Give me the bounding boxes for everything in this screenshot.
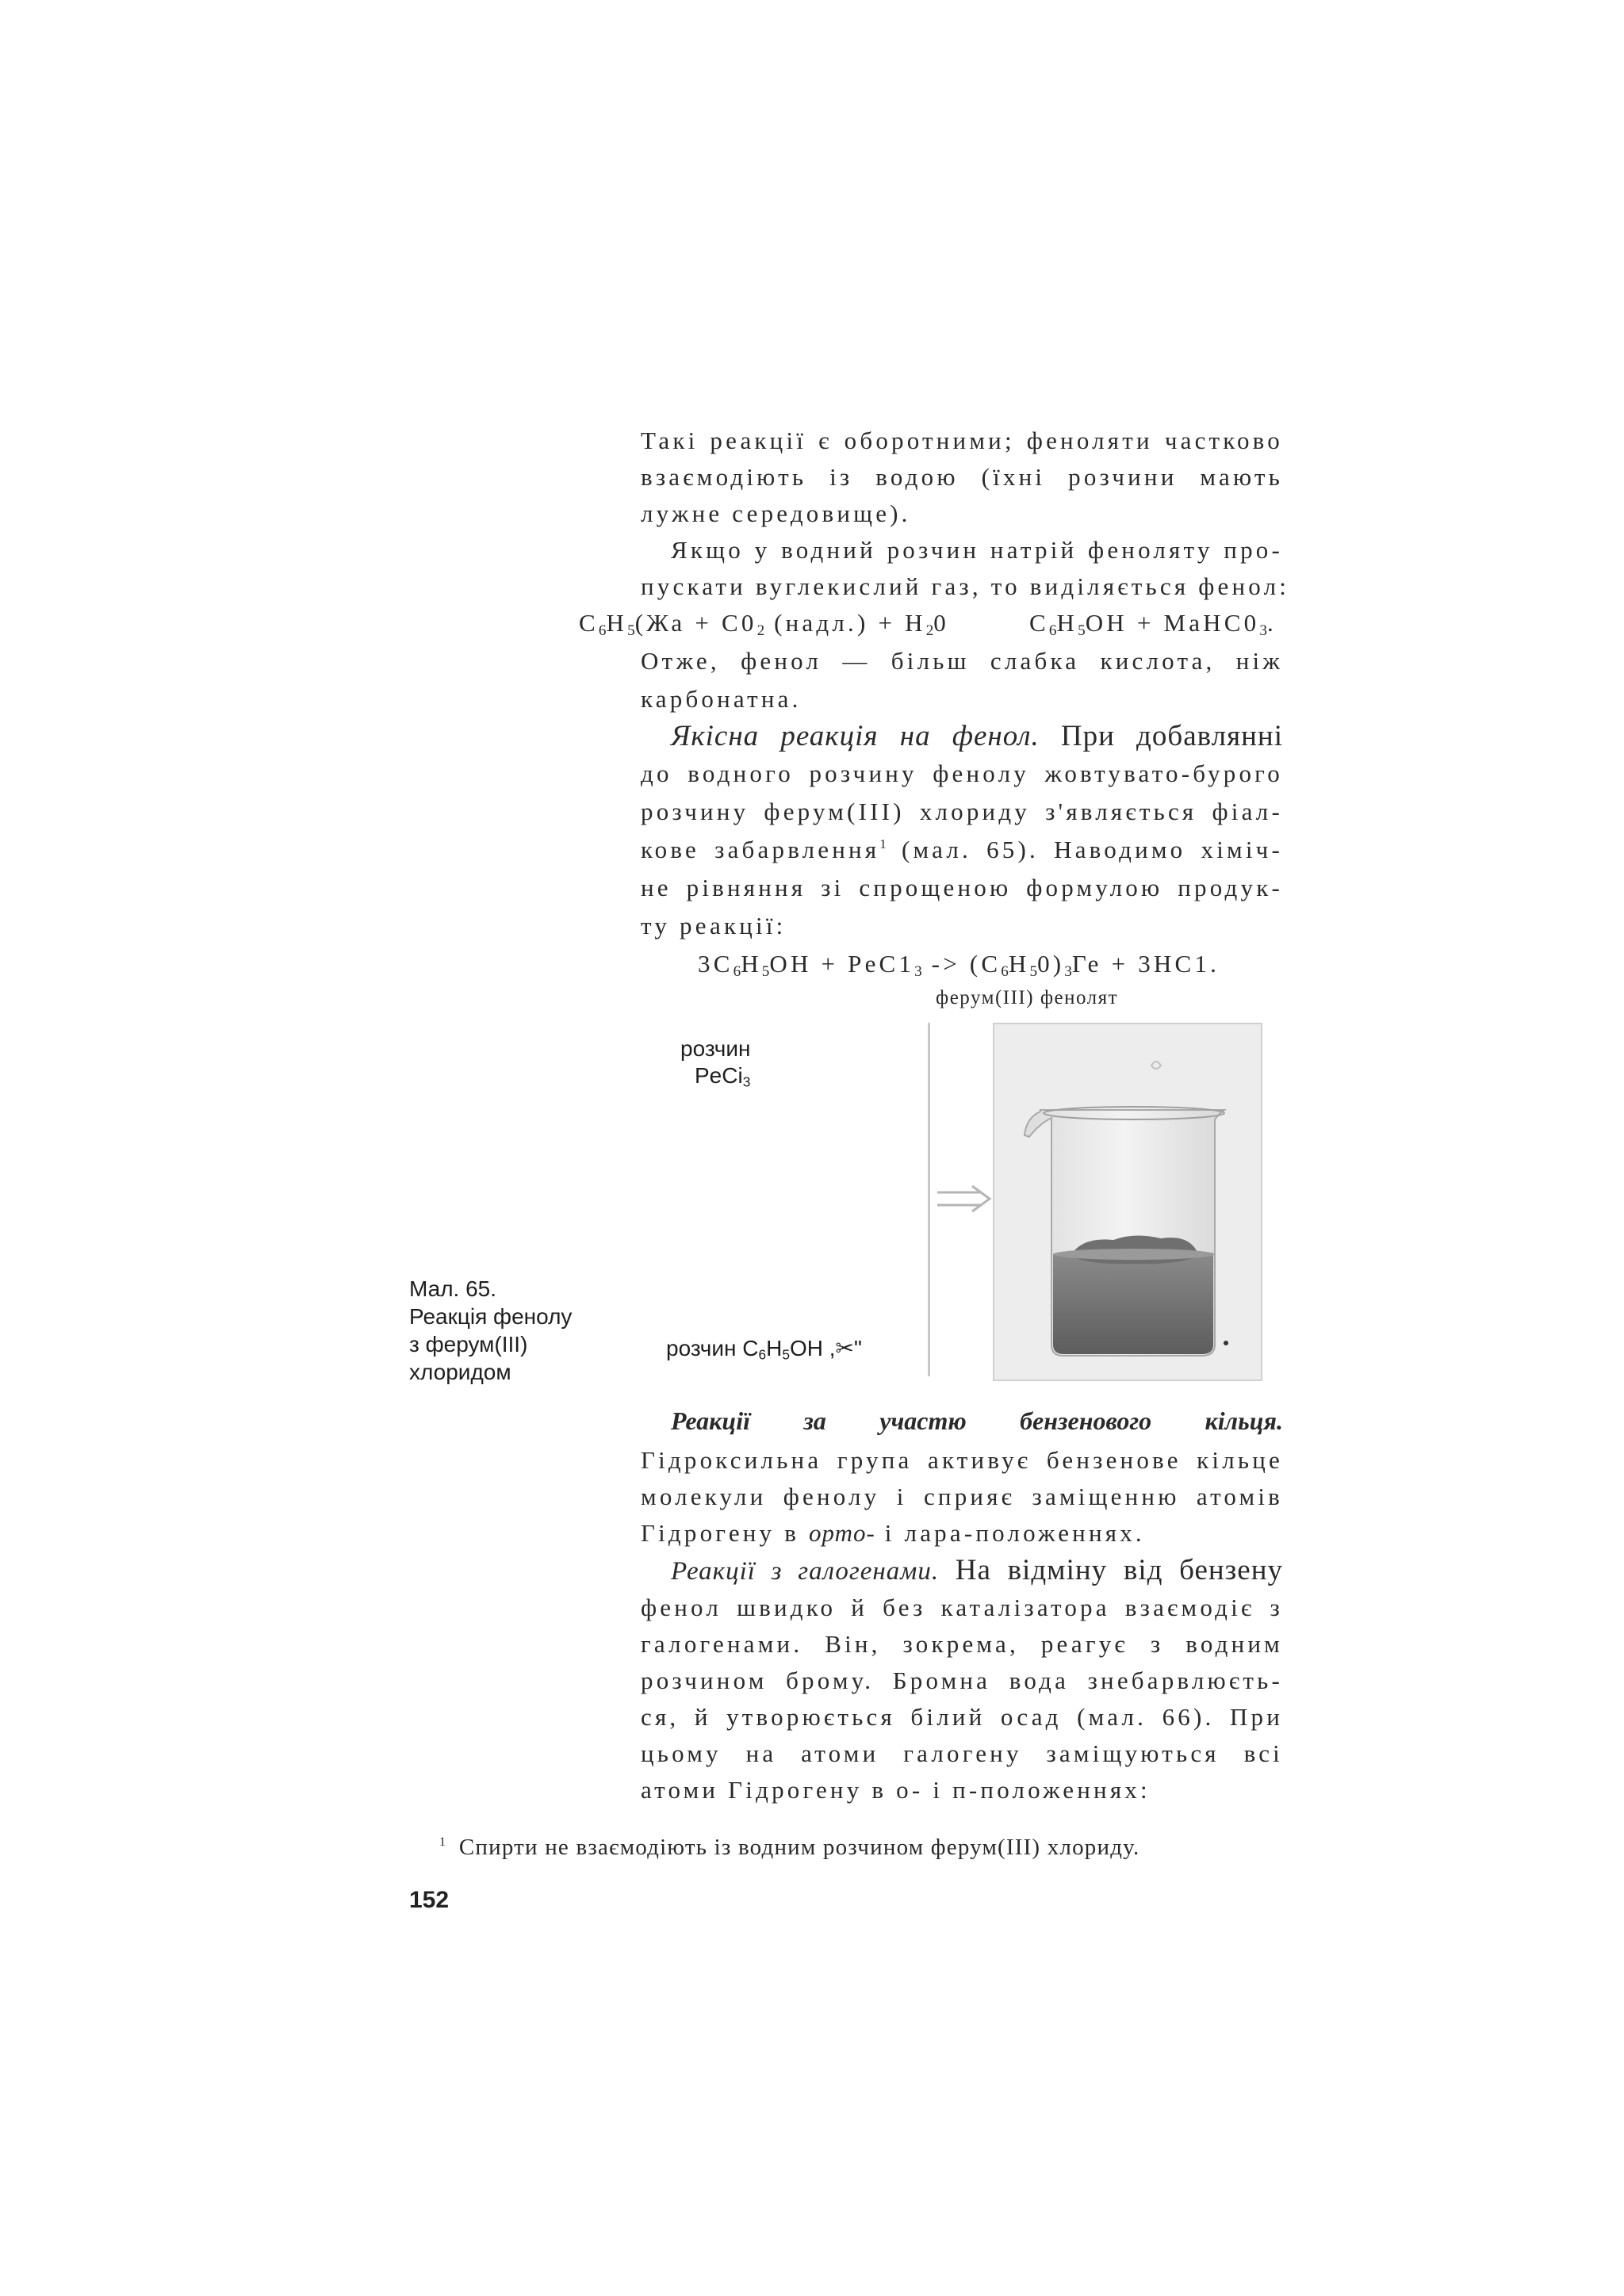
- text-line: до водного розчину фенолу жовтувато-бурого: [641, 760, 1283, 787]
- section-heading: Реакції за участю бензенового кільця.: [671, 1406, 1283, 1435]
- text-line: розчином брому. Бромна вода знебарвлюєть-: [641, 1667, 1283, 1694]
- chemical-equation-product: $C_6H_5OH$ + $MaHC0_3$.: [1029, 609, 1277, 639]
- section-title: Якісна реакція на фенол.: [671, 720, 1040, 752]
- text-line: галогенами. Він, зокрема, реагує з водним: [641, 1630, 1283, 1658]
- text-line: кове забарвлення$^1$ (мал. 65). Наводимо хіміч-: [641, 836, 1283, 863]
- footnote-marker: 1: [439, 1835, 446, 1849]
- figure-divider: [928, 1023, 930, 1376]
- text-line: розчину ферум(III) хлориду з'являється фіал-: [641, 798, 1283, 825]
- text-line: Гідроксильна група активує бензенове кільце: [641, 1446, 1283, 1474]
- figure-caption: Мал. 65. Реакція фенолу з ферум(III) хлоридом: [409, 1276, 573, 1384]
- beaker-photo: [993, 1023, 1262, 1381]
- page-number: 152: [409, 1887, 450, 1913]
- text-line: карбонатна.: [641, 685, 802, 713]
- text-line: не рівняння зі спрощеною формулою продук-: [641, 874, 1283, 901]
- footnote-marker: 1: [879, 836, 887, 852]
- text-line: Реакції з галогенами. На відміну від бензену: [671, 1554, 1284, 1586]
- figure-label-bottom: розчин $C_6H_5OH$ ,✂": [666, 1336, 862, 1363]
- footnote: $^1$ Спирти не взаємодіють із водним розчином ферум(ІІІ) хлориду.: [439, 1835, 1140, 1861]
- arrow-icon: [937, 1184, 993, 1213]
- text-line: цьому на атоми галогену заміщуються всі: [641, 1739, 1283, 1767]
- text-line: ту реакції:: [641, 912, 787, 939]
- text-line: Отже, фенол — більш слабка кислота, ніж: [641, 647, 1283, 675]
- text-line: фенол швидко й без каталізатора взаємодіє з: [641, 1594, 1283, 1621]
- figure-label-top: розчин PeCi$_3$: [680, 1036, 751, 1090]
- text-line: взаємодіють із водою (їхні розчини мають: [641, 463, 1283, 491]
- chemical-equation: $C_6H_5(Жа + C0_2$ (надл.) + $H_20$: [579, 609, 949, 639]
- text-line: лужне середовище).: [641, 499, 911, 527]
- text-line: Такі реакції є оборотними; феноляти частково: [641, 427, 1283, 454]
- text-line: Гідрогену в орто- і лара-положеннях.: [641, 1519, 1145, 1547]
- text-line: пускати вуглекислий газ, то виділяється фенол:: [641, 572, 1290, 600]
- text-line: Якщо у водний розчин натрій феноляту про-: [671, 536, 1283, 564]
- text-line: атоми Гідрогену в о- і п-положеннях:: [641, 1776, 1151, 1804]
- section-title: Реакції з галогенами.: [671, 1557, 940, 1586]
- text-line: молекули фенолу і сприяє заміщенню атомів: [641, 1483, 1283, 1510]
- chemical-equation: $3C_6H_5OH + PeC1_3 -> (C_6H_50)_3Ге + 3HC1$.: [698, 950, 1220, 980]
- text-line: ся, й утворюється білий осад (мал. 66). При: [641, 1703, 1283, 1731]
- beaker-illustration: [994, 1024, 1261, 1380]
- equation-caption: ферум(III) фенолят: [936, 987, 1119, 1008]
- text-line: Якісна реакція на фенол. При добавлянні: [671, 720, 1283, 752]
